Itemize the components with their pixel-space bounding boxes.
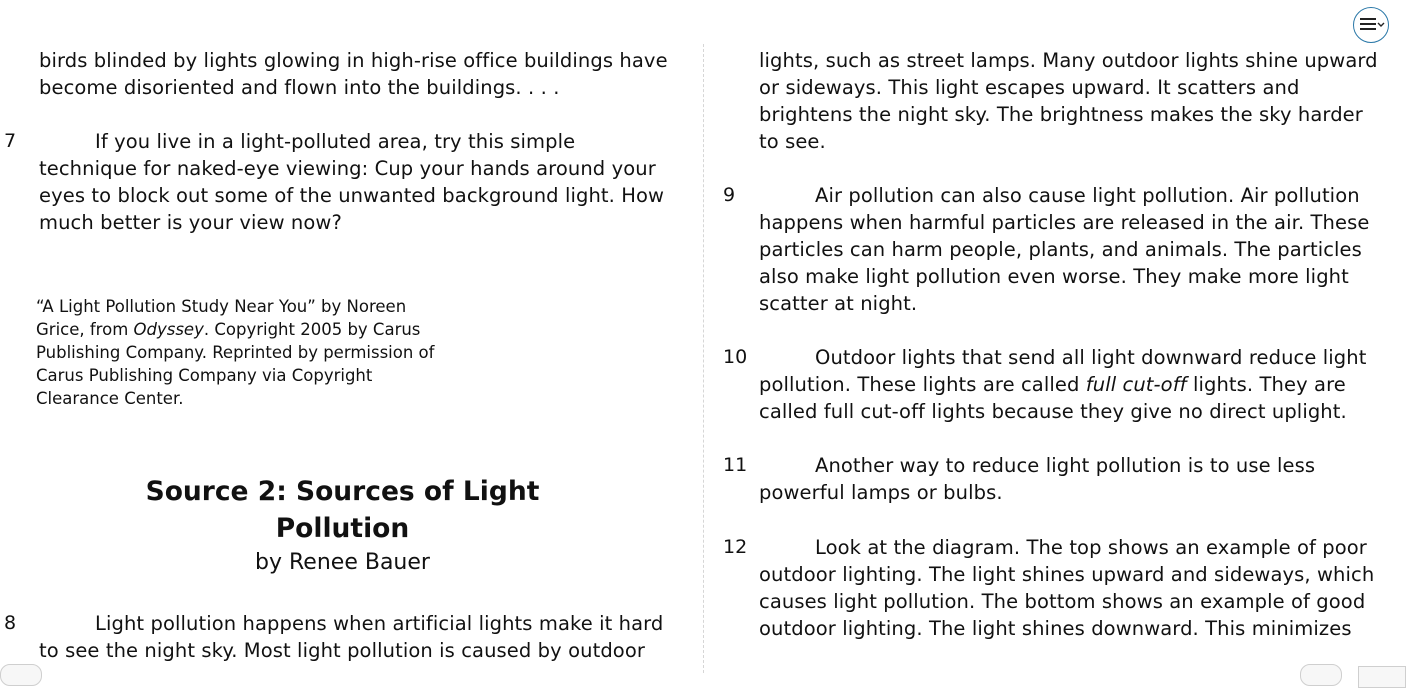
paragraph-12-line-3: causes light pollution. The bottom shows an example of good (759, 590, 1366, 613)
paragraph-9-line-5: scatter at night. (759, 292, 918, 315)
paragraph-9-line-4: also make light pollution even worse. They make more light (759, 265, 1349, 288)
paragraph-10-line-2: pollution. These lights are called full cut-off lights. They are (759, 373, 1346, 396)
citation-line-5: Clearance Center. (36, 389, 184, 408)
italic-full-cut-off: full cut-off (1085, 373, 1187, 396)
paragraph-number-7: 7 (4, 130, 17, 152)
citation-line-3: Publishing Company. Reprinted by permission of (36, 343, 435, 362)
citation-line-2: Grice, from Odyssey. Copyright 2005 by Carus (36, 320, 421, 339)
next-page-button[interactable] (1358, 666, 1406, 688)
paragraph-8-cont-line-2: or sideways. This light escapes upward. It scatters and (759, 76, 1300, 99)
paragraph-8-line-2: to see the night sky. Most light pollution is caused by outdoor (39, 639, 645, 662)
left-column (0, 0, 703, 673)
paragraph-6-line-2: become disoriented and flown into the buildings. . . . (39, 76, 560, 99)
source-2-title-line-2: Pollution (275, 513, 410, 544)
paragraph-6-line-1: birds blinded by lights glowing in high-rise office buildings have (39, 49, 668, 72)
paragraph-12-line-2: outdoor lighting. The light shines upward and sideways, which (759, 563, 1375, 586)
paragraph-11-line-2: powerful lamps or bulbs. (759, 481, 1003, 504)
paragraph-9-line-3: particles can harm people, plants, and animals. The particles (759, 238, 1362, 261)
paragraph-7-line-3: eyes to block out some of the unwanted background light. How (39, 184, 665, 207)
right-column (705, 0, 1411, 673)
paragraph-9-line-1: Air pollution can also cause light pollution. Air pollution (815, 184, 1360, 207)
paragraph-number-11: 11 (723, 454, 748, 476)
source-2-title-line-1: Source 2: Sources of Light (145, 476, 540, 507)
zoom-button[interactable] (1300, 664, 1342, 686)
paragraph-12-line-4: outdoor lighting. The light shines downward. This minimizes (759, 617, 1352, 640)
paragraph-7-line-4: much better is your view now? (39, 211, 342, 234)
paragraph-9-line-2: happens when harmful particles are released in the air. These (759, 211, 1370, 234)
previous-page-button[interactable] (0, 664, 42, 686)
paragraph-number-9: 9 (723, 184, 736, 206)
paragraph-7-line-1: If you live in a light-polluted area, try this simple (95, 130, 576, 153)
paragraph-10-line-1: Outdoor lights that send all light downward reduce light (815, 346, 1367, 369)
paragraph-8-cont-line-4: to see. (759, 130, 826, 153)
column-divider (703, 44, 704, 673)
paragraph-number-12: 12 (723, 536, 748, 558)
source-2-byline: by Renee Bauer (255, 550, 430, 575)
citation-line-1: “A Light Pollution Study Near You” by Noreen (36, 297, 407, 316)
paragraph-number-8: 8 (4, 612, 17, 634)
paragraph-7-line-2: technique for naked-eye viewing: Cup your hands around your (39, 157, 656, 180)
paragraph-8-line-1: Light pollution happens when artificial lights make it hard (95, 612, 664, 635)
paragraph-number-10: 10 (723, 346, 748, 368)
paragraph-8-cont-line-3: brightens the night sky. The brightness makes the sky harder (759, 103, 1363, 126)
citation-line-4: Carus Publishing Company via Copyright (36, 366, 373, 385)
paragraph-12-line-1: Look at the diagram. The top shows an example of poor (815, 536, 1367, 559)
paragraph-11-line-1: Another way to reduce light pollution is to use less (815, 454, 1316, 477)
citation-italic-odyssey: Odyssey (133, 320, 204, 339)
paragraph-8-cont-line-1: lights, such as street lamps. Many outdoor lights shine upward (759, 49, 1378, 72)
paragraph-10-line-3: called full cut-off lights because they give no direct uplight. (759, 400, 1347, 423)
